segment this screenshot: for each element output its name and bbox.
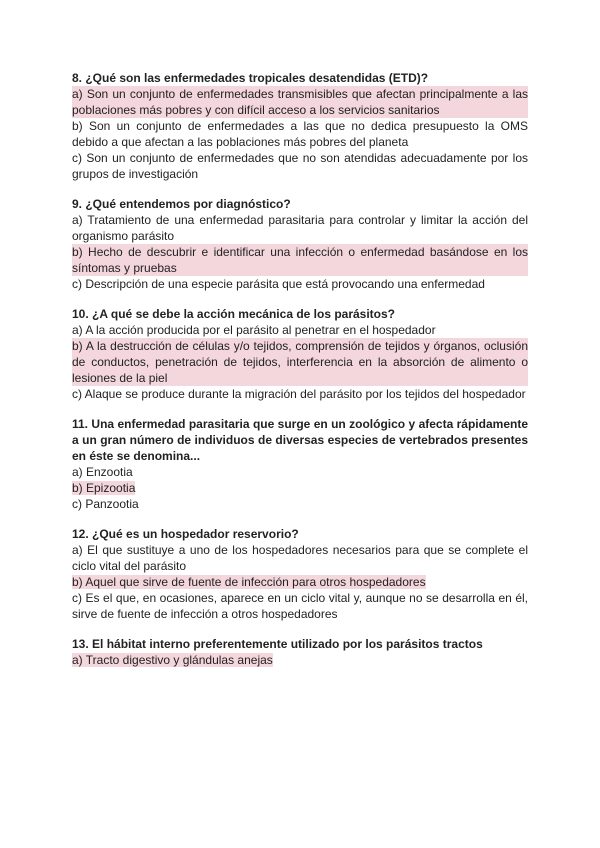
- answer-option-correct: [72, 652, 528, 668]
- document-page: [72, 70, 528, 682]
- answer-option: a) Enzootia: [72, 465, 133, 479]
- answer-option-correct: [72, 480, 528, 496]
- answer-option: c) Descripción de una especie parásita que está provocando una enfermedad: [72, 277, 485, 291]
- question-11: [72, 416, 528, 512]
- question-12: [72, 526, 528, 622]
- answer-option: b) Son un conjunto de enfermedades a las que no dedica presupuesto la OMS debido a que afectan a las poblaciones más pobres del planeta: [72, 119, 528, 149]
- answer-option: c) Panzootia: [72, 497, 139, 511]
- question-title: 11. Una enfermedad parasitaria que surge en un zoológico y afecta rápidamente a un gran número de individuos de diversas especies de vertebrados presentes en éste se denomina...: [72, 417, 528, 463]
- answer-option-correct: [72, 574, 528, 590]
- answer-option-correct: b) A la destrucción de células y/o tejidos, comprensión de tejidos y órganos, oclusión de conductos, penetración de tejidos, interferencia en la absorción de alimento o lesiones de la piel: [72, 339, 528, 385]
- answer-option-correct: b) Hecho de descubrir e identificar una infección o enfermedad basándose en los síntomas y pruebas: [72, 245, 528, 275]
- question-13: [72, 636, 528, 668]
- question-8: [72, 70, 528, 182]
- question-10: [72, 306, 528, 402]
- answer-option: c) Son un conjunto de enfermedades que no son atendidas adecuadamente por los grupos de investigación: [72, 151, 528, 181]
- answer-highlight: b) Aquel que sirve de fuente de infección para otros hospedadores: [72, 575, 426, 589]
- answer-option: c) Es el que, en ocasiones, aparece en un ciclo vital y, aunque no se desarrolla en él, sirve de fuente de infección a otros hospedadores: [72, 591, 528, 621]
- question-title: 10. ¿A qué se debe la acción mecánica de los parásitos?: [72, 307, 396, 321]
- answer-option: c) Alaque se produce durante la migración del parásito por los tejidos del hospedador: [72, 387, 526, 401]
- question-title: 13. El hábitat interno preferentemente utilizado por los parásitos tractos: [72, 637, 483, 651]
- answer-option: a) A la acción producida por el parásito al penetrar en el hospedador: [72, 323, 436, 337]
- answer-option: a) El que sustituye a uno de los hospedadores necesarios para que se complete el ciclo vital del parásito: [72, 543, 528, 573]
- answer-option-correct: a) Son un conjunto de enfermedades transmisibles que afectan principalmente a las poblaciones más pobres y con difícil acceso a los servicios sanitarios: [72, 87, 528, 117]
- question-title: 8. ¿Qué son las enfermedades tropicales desatendidas (ETD)?: [72, 71, 429, 85]
- question-9: [72, 196, 528, 292]
- question-title: 9. ¿Qué entendemos por diagnóstico?: [72, 197, 291, 211]
- answer-option: a) Tratamiento de una enfermedad parasitaria para controlar y limitar la acción del organismo parásito: [72, 213, 528, 243]
- answer-highlight: b) Epizootia: [72, 481, 136, 495]
- question-title: 12. ¿Qué es un hospedador reservorio?: [72, 527, 299, 541]
- answer-highlight: a) Tracto digestivo y glándulas anejas: [72, 653, 273, 667]
